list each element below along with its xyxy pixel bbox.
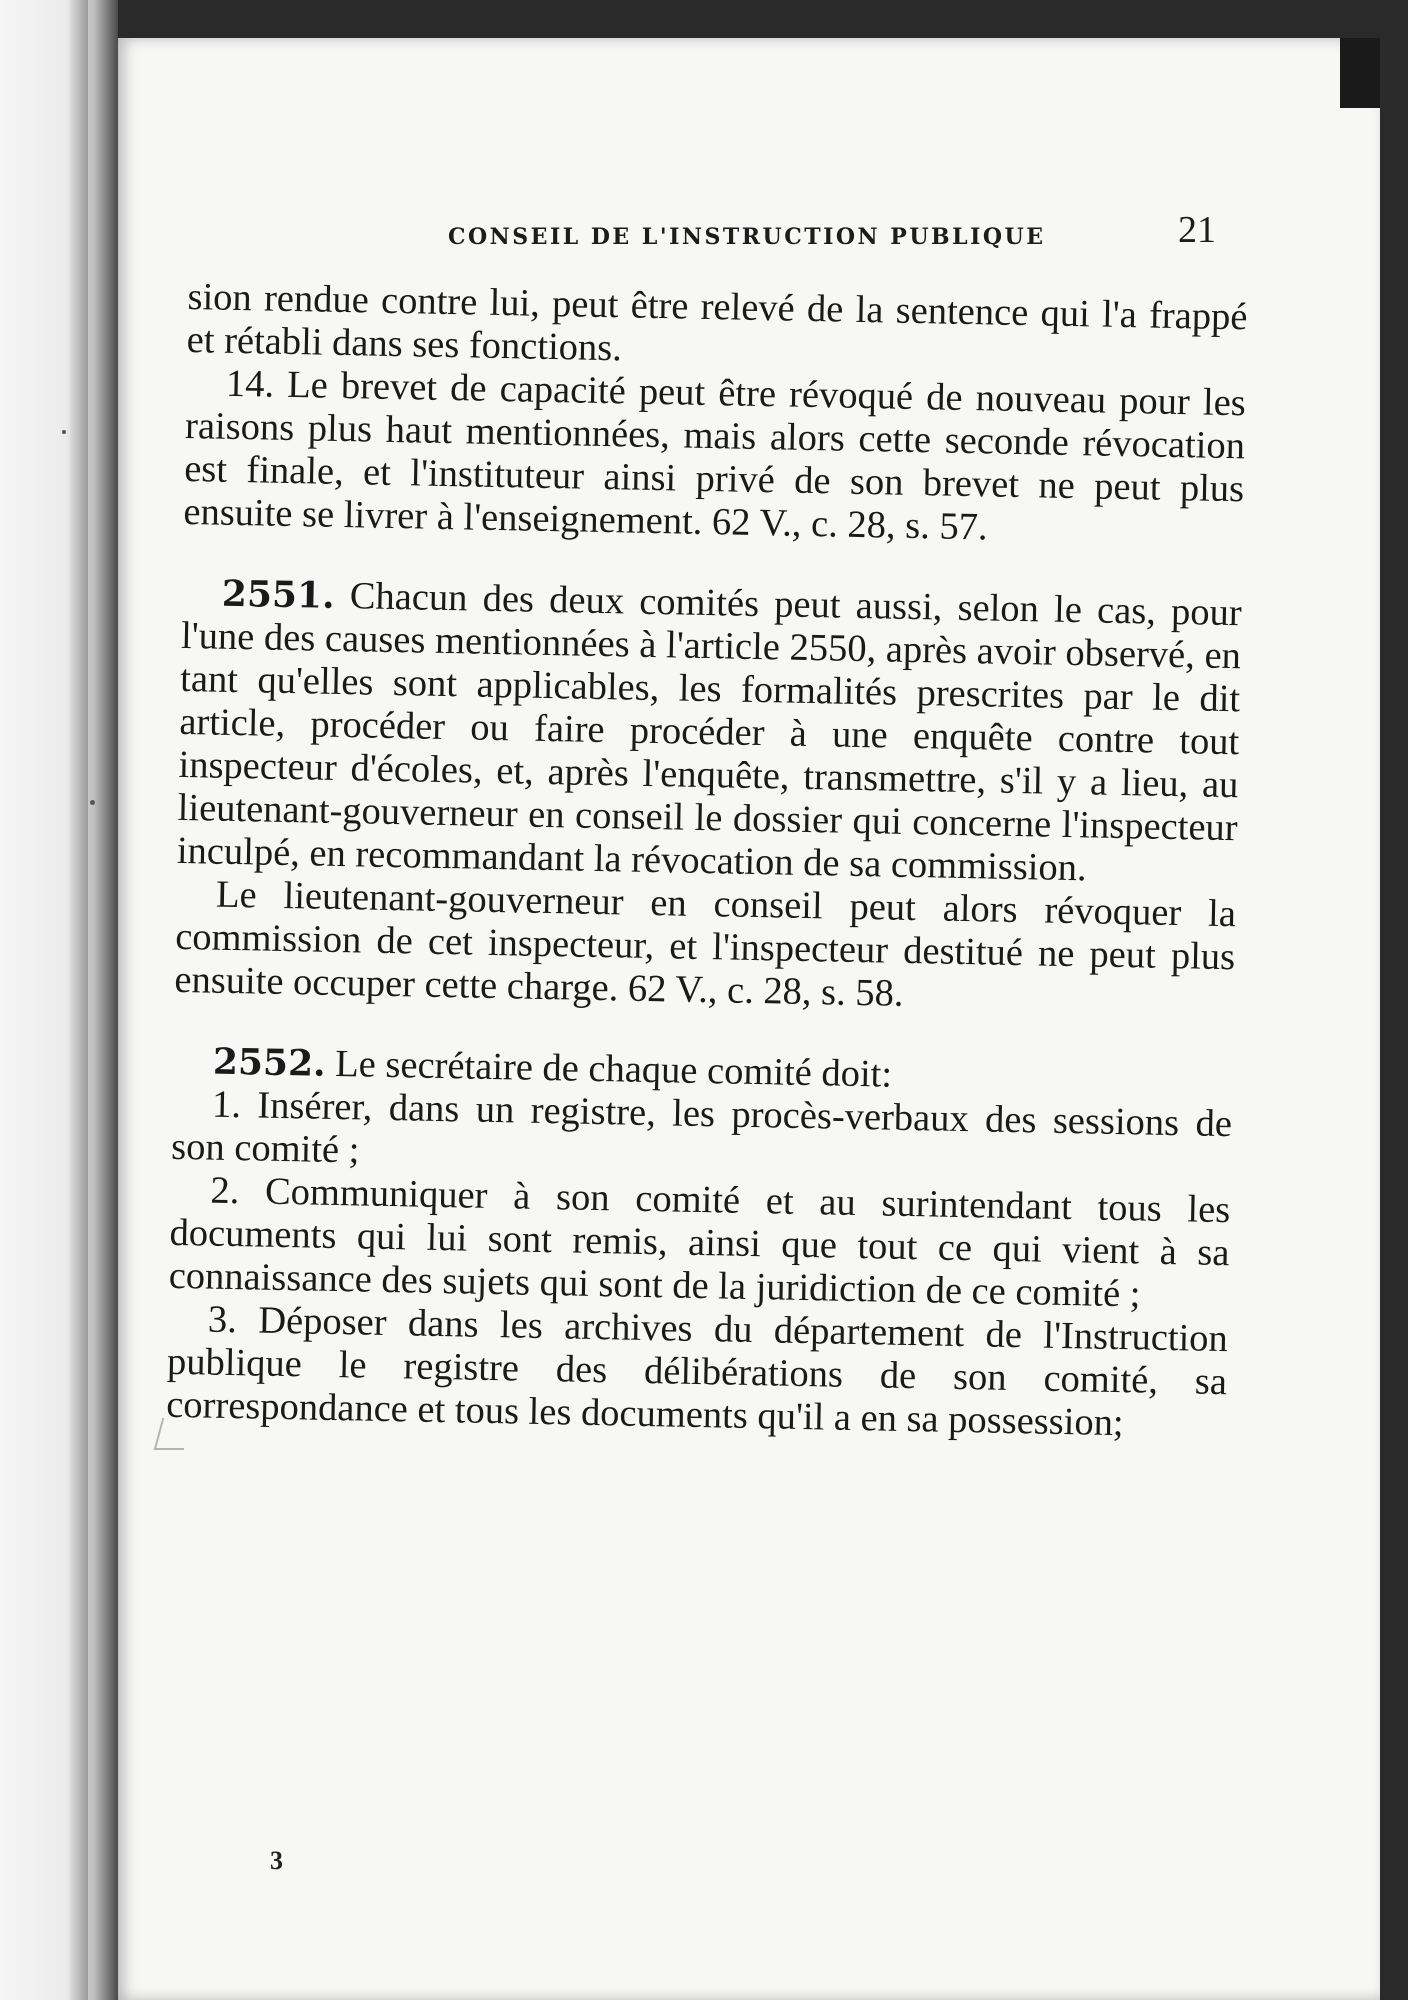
page-number: 21 <box>1178 209 1216 251</box>
list-item-2: 2. Communiquer à son comité et au surintendant tous les documents qui lui sont remis, ainsi que tout ce qui vient à sa connaissance des sujets qui sont de la juridiction de ce comité ; <box>168 1169 1231 1316</box>
section-number: 2551. <box>221 572 336 617</box>
section-2551 <box>177 572 1243 893</box>
pencil-margin-mark <box>154 1418 193 1450</box>
section-text: Le secrétaire de chaque comité doit: <box>325 1042 893 1096</box>
scan-border <box>1340 38 1380 108</box>
section-text: Chacun des deux comités peut aussi, selon le cas, pour l'une des causes mentionnées à l'article 2550, après avoir observé, en tant qu'elles sont applicables, les formalités prescrites par le dit article, procéder ou faire procéder à une enquête contre tout inspecteur d'écoles, et, après l'enquête, transmettre, s'il y a lieu, au lieutenant-gouverneur en conseil le dossier qui concerne l'inspecteur inculpé, en recommandant la révocation de sa commission. <box>176 574 1243 890</box>
paragraph-14: 14. Le brevet de capacité peut être révoqué de nouveau pour les raisons plus haut mentionnées, mais alors cette seconde révocation est finale, et l'instituteur ainsi privé de son brevet ne peut plus ensuite se livrer à l'enseignement. 62 V., c. 28, s. 57. <box>183 362 1247 549</box>
list-item-3: 3. Déposer dans les archives du département de l'Instruction publique le registre des délibérations de son comité, sa correspondance et tous les documents qu'il a en sa possession; <box>165 1298 1229 1445</box>
book-spine <box>70 0 88 2000</box>
paragraph-lieutenant-gouverneur: Le lieutenant-gouverneur en conseil peut alors révoquer la commission de cet inspecteur, et l'inspecteur destitué ne peut plus ensuite occuper cette charge. 62 V., c. 28, s. 58. <box>174 873 1237 1015</box>
paragraph-continuation: sion rendue contre lui, peut être relevé de la sentence qui l'a frappé et rétabli dans ses fonctions. <box>186 276 1248 370</box>
running-head: CONSEIL DE L'INSTRUCTION PUBLIQUE <box>448 224 1046 250</box>
list-item-1: 1. Insérer, dans un registre, les procès-verbaux des sessions de son comité ; <box>170 1083 1233 1172</box>
scan-speck <box>90 800 95 805</box>
scan-speck <box>62 430 66 434</box>
section-number: 2552. <box>212 1040 327 1085</box>
book-page <box>118 38 1380 2000</box>
adjacent-page-edge <box>0 0 118 2000</box>
signature-mark: 3 <box>270 1846 283 1875</box>
page-body <box>166 276 1248 1447</box>
